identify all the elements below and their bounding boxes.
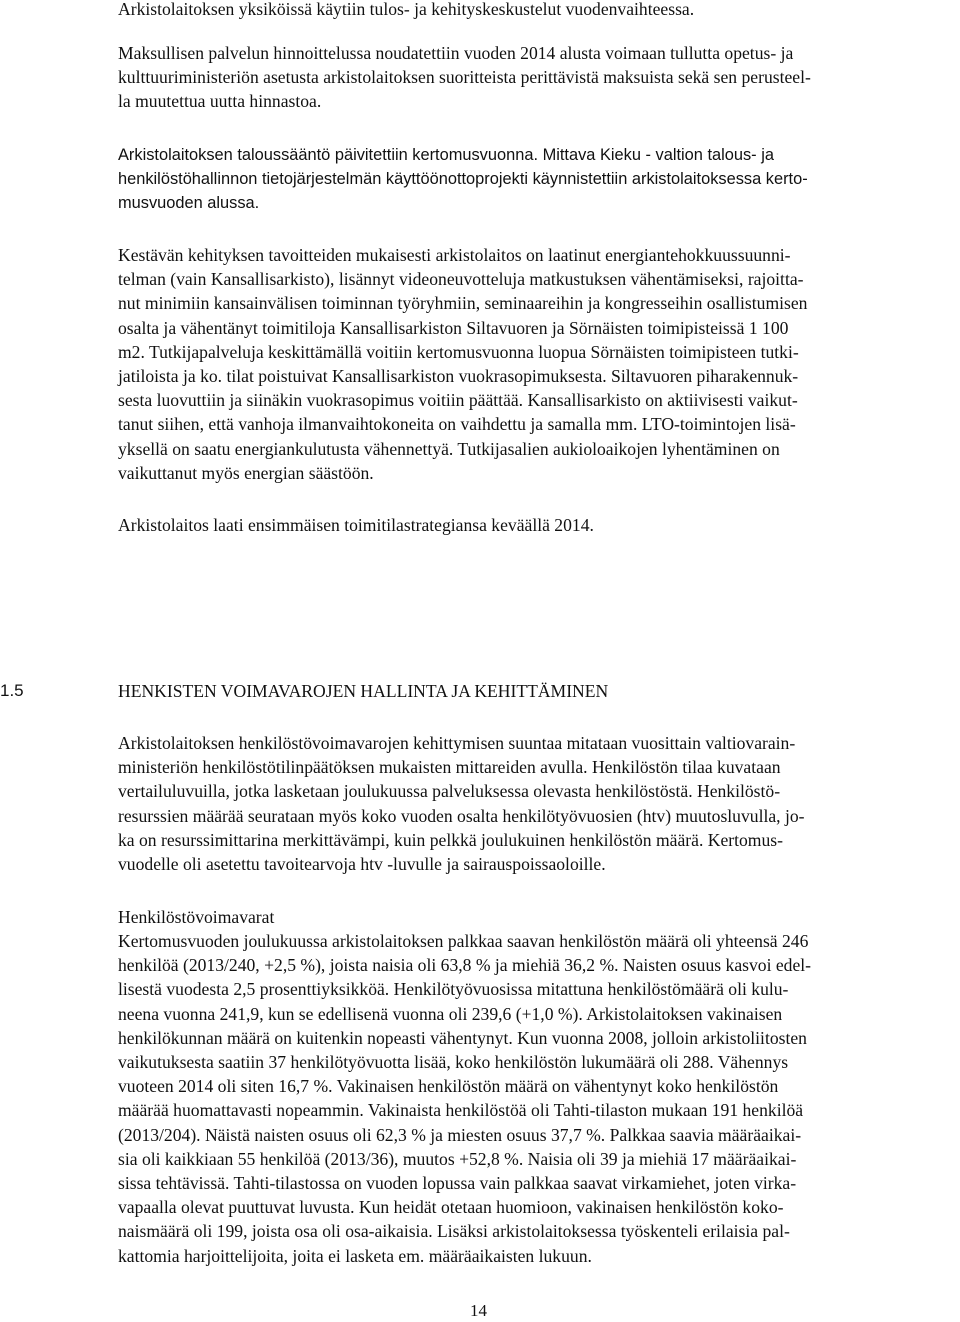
text-line: kulttuuriministeriön asetusta arkistolaitoksen suoritteista perittävistä maksuista sekä sen perusteel- — [118, 67, 811, 88]
text-line: vaikuttanut myös energian säästöön. — [118, 462, 374, 483]
text-line: Arkistolaitoksen taloussääntö päivitettiin kertomusvuonna. Mittava Kieku - valtion talous- ja — [118, 146, 774, 164]
text-line: sesta luovuttiin ja siinäkin vuokrasopimus voitiin päättää. Kansallisarkisto on aktiivisesti vaikut- — [118, 390, 798, 411]
text-line: resurssien määrää seurataan myös koko vuoden osalta henkilötyövuosien (htv) muutosluvulla, jo- — [118, 805, 805, 826]
text-line: sia oli kaikkiaan 55 henkilöä (2013/36), muutos +52,8 %. Naisia oli 39 ja miehiä 17 määräaikai- — [118, 1148, 797, 1169]
text-line: yksellä on saatu energiankulutusta vähennettyä. Tutkijasalien aukioloaikojen lyhentäminen on — [118, 438, 780, 459]
text-line: henkilöstöhallinnon tietojärjestelmän käyttöönottoprojekti käynnistettiin arkistolaitoksessa kerto- — [118, 170, 808, 189]
text-line: vaikutuksesta saatiin 37 henkilötyövuotta lisää, koko henkilöstön lukumäärä oli 288. Vähennys — [118, 1052, 789, 1072]
text-line: nut minimiin kansainvälisen toiminnan työryhmiin, seminaareihin ja kongresseihin osallistumisen — [118, 293, 808, 314]
text-line: vertailuluvuilla, jotka lasketaan joulukuussa palveluksessa olevasta henkilöstöstä. Henkilöstö- — [118, 781, 781, 802]
text-line: lisestä vuodesta 2,5 prosenttiyksikköä. Henkilötyövuosissa mitattuna henkilöstömäärä oli kulu- — [118, 979, 789, 1000]
subheading-henkilostovoimavarat: Henkilöstövoimavarat — [118, 907, 275, 927]
section-title: HENKISTEN VOIMAVAROJEN HALLINTA JA KEHITTÄMINEN — [118, 681, 609, 701]
text-line: tanut siihen, että vanhoja ilmanvaihtokoneita on vaihdettu ja samalla mm. LTO-toimintojen lisä- — [118, 414, 796, 435]
text-line: ka on resurssimittarina merkittävämpi, kuin pelkkä joulukuinen henkilöstön määrä. Kertomus- — [118, 829, 783, 850]
text-line: vapaalla olevat puuttuvat luvusta. Kun heidät otetaan huomioon, vakinaisen henkilöstön koko- — [118, 1197, 784, 1218]
text-line: m2. Tutkijapalveluja keskittämällä voitiin kertomusvuonna luopua Sörnäisten toimipisteen tutki- — [118, 341, 799, 362]
text-line: neena vuonna 241,9, kun se edellisenä vuonna oli 239,6 (+1,0 %). Arkistolaitoksen vakinaisen — [118, 1003, 783, 1024]
text-line: Arkistolaitos laati ensimmäisen toimitilastrategiansa keväällä 2014. — [118, 515, 594, 535]
text-line: Maksullisen palvelun hinnoittelussa noudatettiin vuoden 2014 alusta voimaan tullutta opetus- ja — [118, 43, 794, 63]
text-line: sissa tehtävissä. Tahti-tilastossa on vuoden lopussa vain palkkaa saavat virkamiehet, joten virka- — [118, 1173, 797, 1193]
text-line: (2013/204). Näistä naisten osuus oli 62,3 % ja miesten osuus 37,7 %. Palkkaa saavia määräaikai- — [118, 1124, 802, 1145]
page-number: 14 — [470, 1301, 487, 1320]
text-line: Arkistolaitoksen henkilöstövoimavarojen kehittymisen suuntaa mitataan vuosittain valtiovarain- — [118, 733, 796, 753]
text-line: vuodelle oli asetettu tavoitearvoja htv -luvulle ja sairauspoissaoloille. — [118, 854, 606, 874]
text-line: vuoteen 2014 oli siten 16,7 %. Vakinaisen henkilöstön määrä on vähentynyt koko henkilöstön — [118, 1076, 779, 1097]
text-line: musvuoden alussa. — [118, 194, 260, 213]
text-line: naismäärä oli 199, joista osa oli osa-aikaisia. Lisäksi arkistolaitoksessa työskenteli erilaisia pal- — [118, 1221, 790, 1242]
section-number: 1.5 — [0, 681, 24, 700]
text-line: kattomia harjoittelijoita, joita ei lasketa em. määräaikaisten lukuun. — [118, 1245, 592, 1266]
text-line: la muutettua uutta hinnastoa. — [118, 91, 322, 112]
text-line: henkilökunnan määrä on kuitenkin nopeasti vähentynyt. Kun vuonna 2008, jolloin arkistoliitosten — [118, 1027, 807, 1048]
text-line: osalta ja vähentänyt toimitiloja Kansallisarkiston Siltavuoren ja Sörnäisten toimipisteissä 1 100 — [118, 317, 789, 338]
text-line: jatiloista ja ko. tilat poistuivat Kansallisarkiston vuokrasopimuksesta. Siltavuoren piharakennuk- — [118, 366, 799, 386]
text-line: Kestävän kehityksen tavoitteiden mukaisesti arkistolaitos on laatinut energiantehokkuussuunni- — [118, 245, 791, 265]
text-line: henkilöä (2013/240, +2,5 %), joista naisia oli 63,8 % ja miehiä 36,2 %. Naisten osuus kasvoi edel- — [118, 955, 812, 976]
text-line: Kertomusvuoden joulukuussa arkistolaitoksen palkkaa saavan henkilöstön määrä oli yhteensä 246 — [118, 931, 809, 951]
text-line: telman (vain Kansallisarkisto), lisännyt videoneuvotteluja matkustuksen vähentämiseksi, rajoitta- — [118, 269, 804, 290]
text-line: ministeriön henkilöstötilinpäätöksen mukaisten mittareiden avulla. Henkilöstön tilaa kuvataan — [118, 757, 781, 778]
text-line: määrää huomattavasti nopeammin. Vakinaista henkilöstöä oli Tahti-tilaston mukaan 191 henkilöä — [118, 1100, 804, 1121]
text-line: Arkistolaitoksen yksiköissä käytiin tulos- ja kehityskeskustelut vuodenvaihteessa. — [118, 0, 695, 19]
